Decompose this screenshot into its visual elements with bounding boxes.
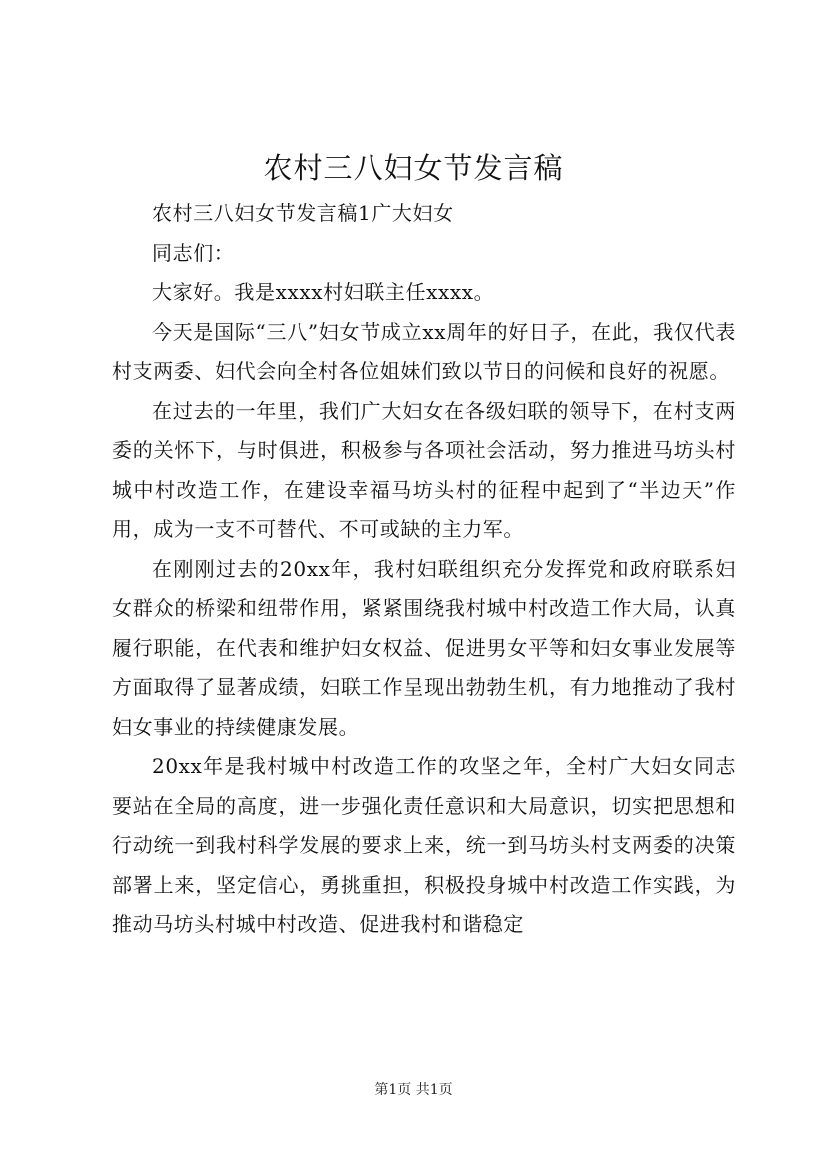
document-title: 农村三八妇女节发言稿	[263, 151, 564, 185]
paragraph-intro: 今天是国际“三八”妇女节成立xx周年的好日子，在此，我仅代表村支两委、妇代会向全村各位姐妹们致以节日的问候和良好的祝愿。	[112, 319, 736, 383]
document-body	[112, 194, 736, 945]
paragraph-greeting: 大家好。我是xxxx村妇联主任xxxx。	[152, 280, 495, 304]
page-footer: 第1页 共1页	[374, 1082, 453, 1098]
paragraph-past-year: 在过去的一年里，我们广大妇女在各级妇联的领导下，在村支两委的关怀下，与时俱进，积极参与各项社会活动，努力推进马坊头村城中村改造工作，在建设幸福马坊头村的征程中起到了“半边天”作用，成为一支不可替代、不可或缺的主力军。	[112, 398, 736, 541]
paragraph-achievements: 在刚刚过去的20xx年，我村妇联组织充分发挥党和政府联系妇女群众的桥梁和纽带作用，紧紧围绕我村城中村改造工作大局，认真履行职能，在代表和维护妇女权益、促进男女平等和妇女事业发展等方面取得了显著成绩，妇联工作呈现出勃勃生机，有力地推动了我村妇女事业的持续健康发展。	[112, 556, 736, 739]
paragraph-salutation: 同志们：	[152, 240, 235, 265]
paragraph-goals: 20xx年是我村城中村改造工作的攻坚之年，全村广大妇女同志要站在全局的高度，进一步强化责任意识和大局意识，切实把思想和行动统一到我村科学发展的要求上来，统一到马坊头村支两委的决策部署上来，坚定信心，勇挑重担，积极投身城中村改造工作实践，为推动马坊头村城中村改造、促进我村和谐稳定	[112, 754, 736, 936]
paragraph-subtitle: 农村三八妇女节发言稿1广大妇女	[152, 201, 454, 225]
